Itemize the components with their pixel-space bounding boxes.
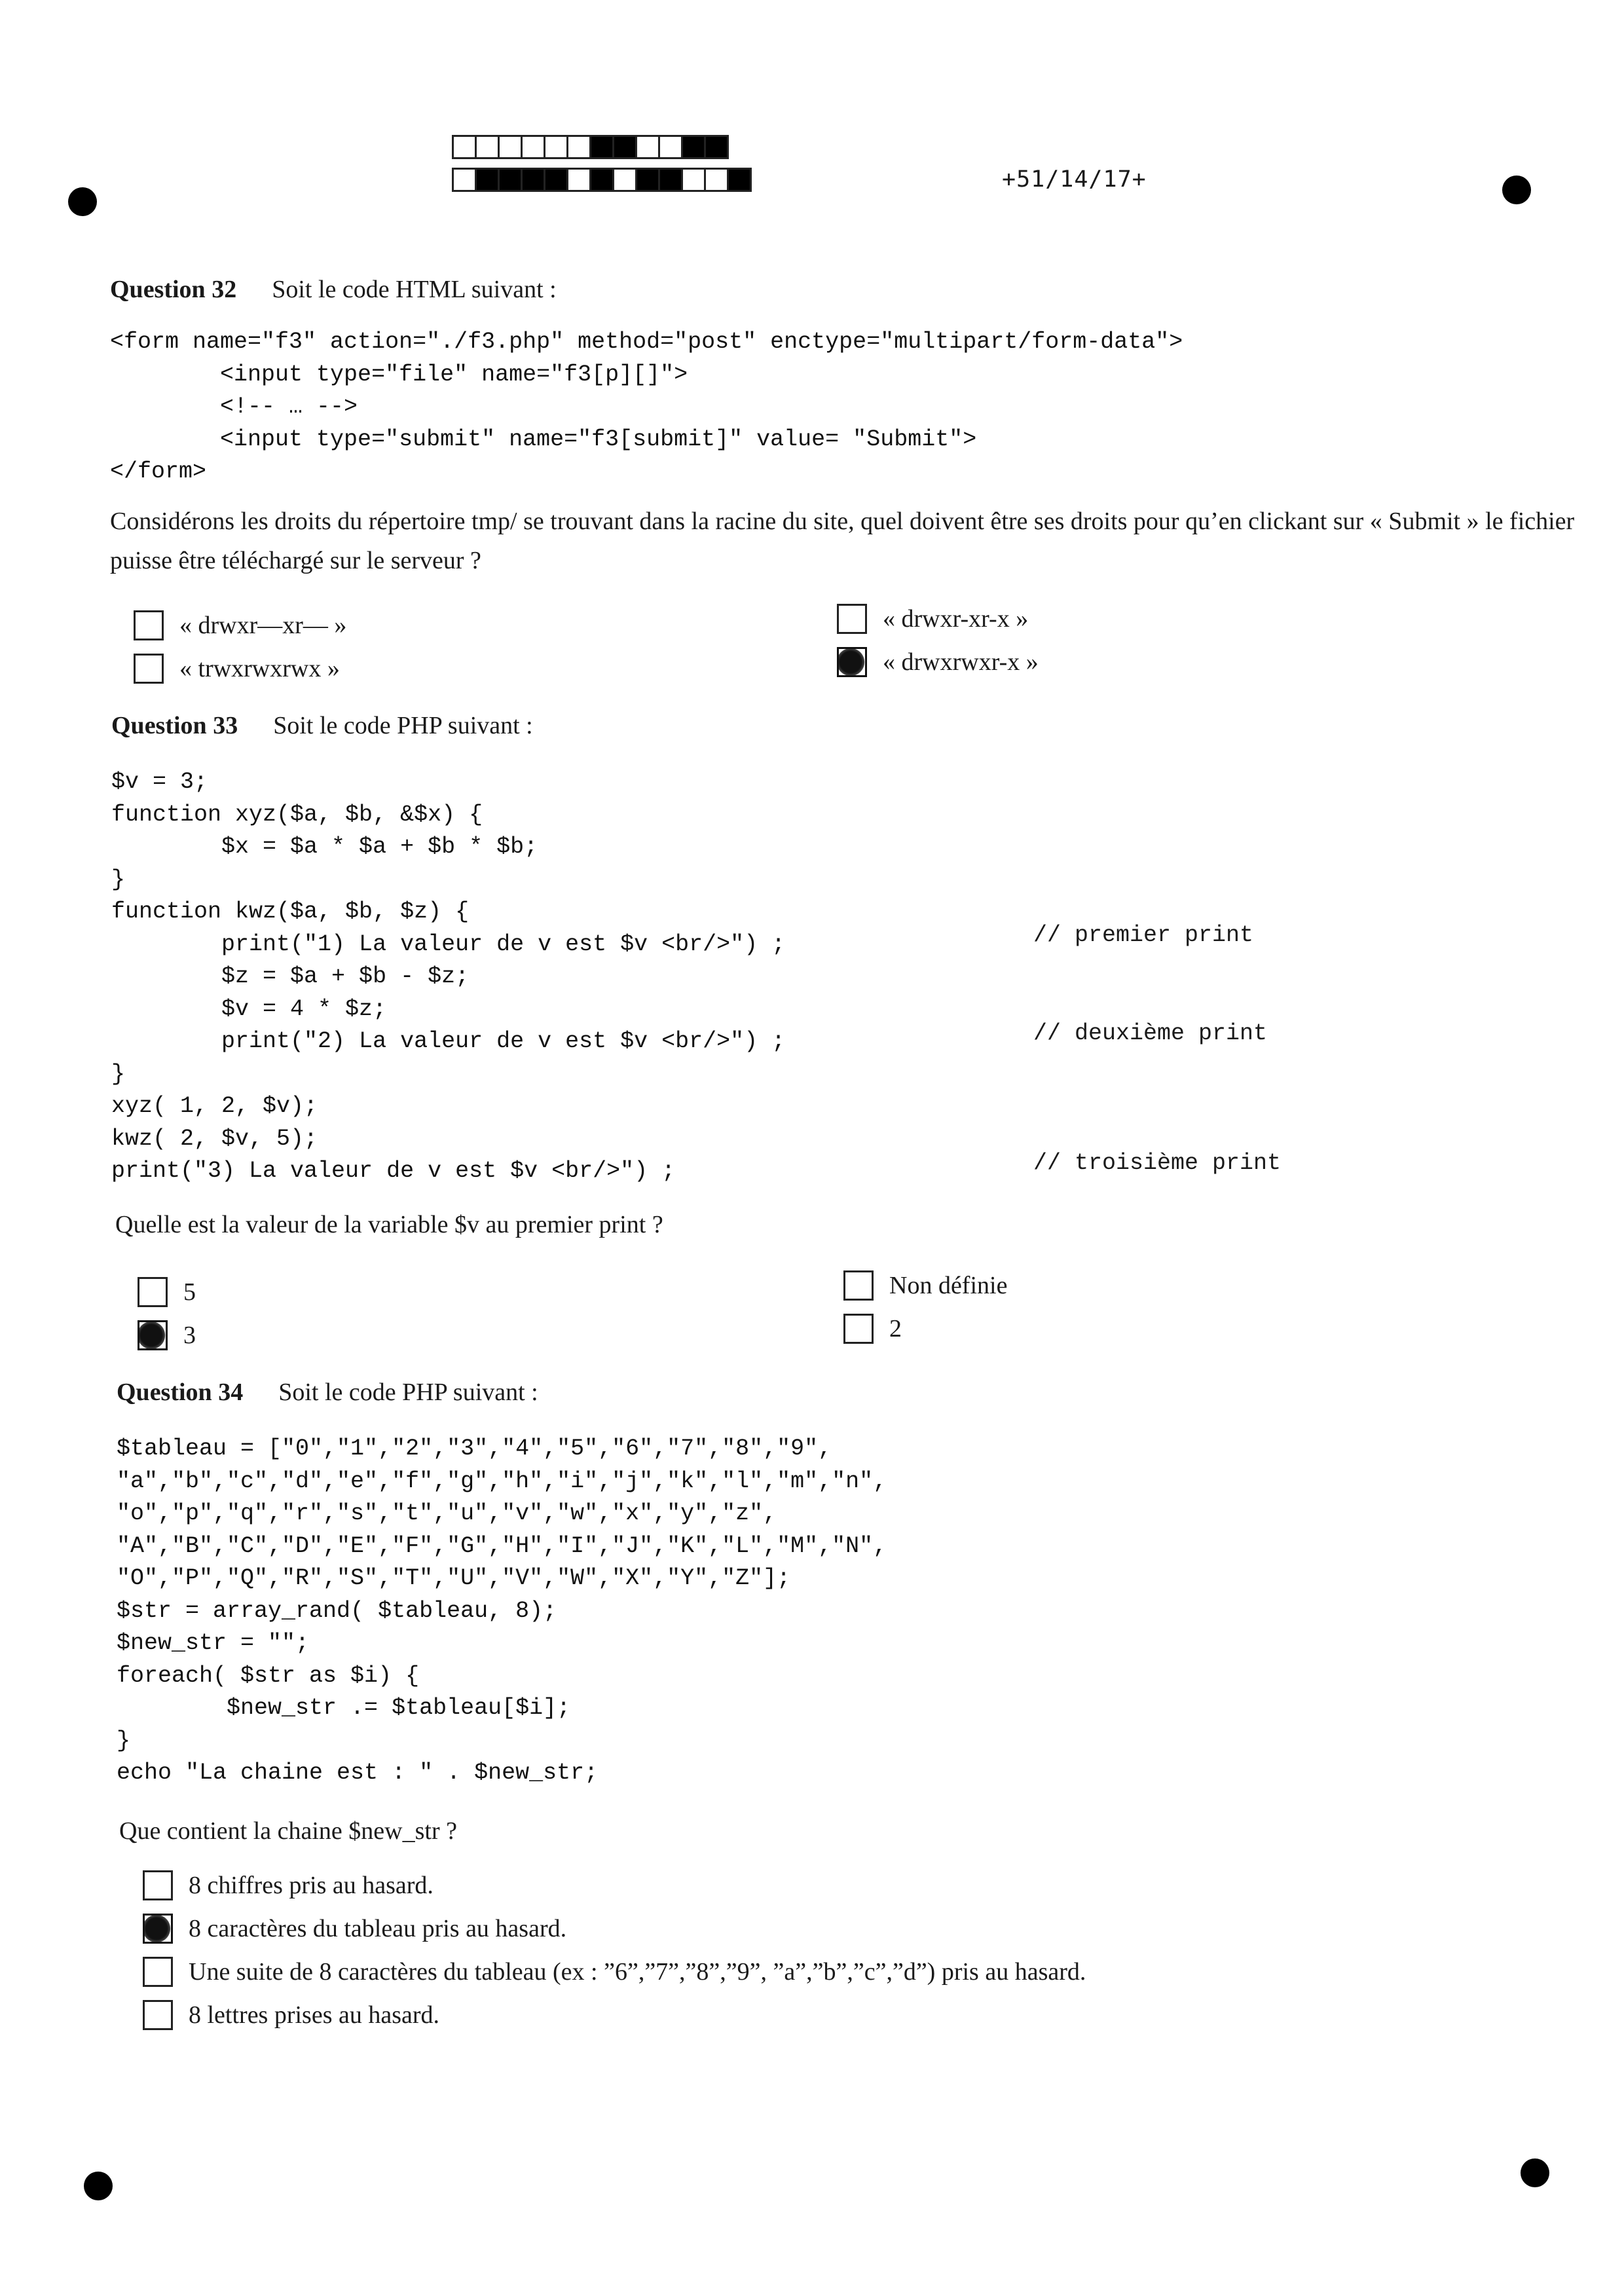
question-32-text: Considérons les droits du répertoire tmp/ se trouvant dans la racine du site, quel doivent être ses droits pour qu’en clickant sur « Submit » le fichier puisse être téléchargé sur le serveur ? (110, 508, 1575, 574)
option-label: 8 lettres prises au hasard. (189, 2001, 440, 2029)
barcode-cell (498, 135, 523, 159)
barcode-cell (452, 168, 477, 192)
q34-option-a[interactable] (143, 1870, 434, 1900)
registration-mark-top-right (1502, 176, 1531, 204)
q32-option-a[interactable] (134, 610, 346, 640)
question-32-code: <form name="f3" action="./f3.php" method="post" enctype="multipart/form-data"> <input type="file" name="f3[p][]"> <!-- … --> <input type="submit" name="f3[submit]" value= "Submit"> </form> (110, 329, 1183, 485)
barcode-row-2 (452, 168, 750, 192)
barcode-cell (704, 135, 729, 159)
barcode-cell (635, 135, 660, 159)
checkbox[interactable] (837, 647, 867, 677)
barcode-cell (727, 168, 752, 192)
q34-option-d[interactable] (143, 2000, 439, 2030)
option-label: 3 (183, 1322, 196, 1349)
barcode-cell (658, 168, 683, 192)
q33-option-b[interactable] (138, 1320, 196, 1350)
q33-option-d[interactable] (843, 1314, 902, 1344)
barcode-cell (658, 135, 683, 159)
option-label: 8 caractères du tableau pris au hasard. (189, 1915, 567, 1942)
question-33-header (111, 711, 533, 740)
checkbox[interactable] (843, 1314, 874, 1344)
q34-option-b[interactable] (143, 1914, 566, 1944)
checkbox[interactable] (837, 604, 867, 634)
barcode-cell (681, 135, 706, 159)
q33-option-c[interactable] (843, 1270, 1007, 1301)
option-label: Une suite de 8 caractères du tableau (ex : ”6”,”7”,”8”,”9”, ”a”,”b”,”c”,”d”) pris au hasard. (189, 1958, 1086, 1986)
registration-mark-bottom-right (1521, 2158, 1549, 2187)
checkbox[interactable] (138, 1320, 168, 1350)
q32-option-c[interactable] (837, 604, 1028, 634)
question-33-text: Quelle est la valeur de la variable $v au premier print ? (115, 1211, 663, 1238)
q32-option-b[interactable] (134, 654, 340, 684)
question-34-text: Que contient la chaine $new_str ? (119, 1817, 457, 1845)
barcode-cell (521, 135, 545, 159)
question-intro: Soit le code HTML suivant : (272, 276, 557, 303)
comment-deuxieme-print: // deuxième print (1033, 1020, 1268, 1046)
barcode-cell (475, 168, 500, 192)
q34-option-c[interactable] (143, 1957, 1086, 1987)
option-label: 5 (183, 1278, 196, 1306)
barcode-cell (589, 135, 614, 159)
option-label: « trwxrwxrwx » (179, 655, 340, 682)
checkbox[interactable] (134, 610, 164, 640)
question-intro: Soit le code PHP suivant : (278, 1379, 538, 1406)
barcode-cell (566, 168, 591, 192)
question-number: Question 34 (117, 1379, 244, 1406)
barcode-cell (475, 135, 500, 159)
question-intro: Soit le code PHP suivant : (273, 712, 533, 739)
question-34-header (117, 1378, 538, 1407)
q32-option-d[interactable] (837, 647, 1039, 677)
comment-premier-print: // premier print (1033, 922, 1254, 948)
barcode-cell (452, 135, 477, 159)
q33-option-a[interactable] (138, 1277, 196, 1307)
registration-mark-bottom-left (84, 2172, 113, 2200)
option-label: 8 chiffres pris au hasard. (189, 1872, 434, 1899)
comment-troisieme-print: // troisième print (1033, 1150, 1282, 1176)
barcode-cell (498, 168, 523, 192)
option-label: 2 (889, 1315, 902, 1342)
barcode-cell (612, 135, 637, 159)
barcode-cell (612, 168, 637, 192)
checkbox[interactable] (143, 1957, 173, 1987)
question-number: Question 32 (110, 276, 237, 303)
option-label: « drwxr—xr— » (179, 612, 347, 639)
checkbox[interactable] (143, 2000, 173, 2030)
option-label: « drwxr-xr-x » (883, 605, 1029, 633)
barcode-row-1 (452, 135, 727, 159)
checkbox[interactable] (138, 1277, 168, 1307)
barcode-cell (589, 168, 614, 192)
checkbox[interactable] (134, 654, 164, 684)
question-34-code: $tableau = ["0","1","2","3","4","5","6","7","8","9", "a","b","c","d","e","f","g","h","i","j","k","l","m","n", "o","p","q","r","s","t","u","v","w","x","y","z", "A","B","C","D","E","F","G","H","I","J","K","L","M","N", "O","P","Q","R","S","T","U","V","W","X","Y","Z"]; $str = array_rand( $tableau, 8); $new_str = ""; foreach( $str as $i) { $new_str .= $tableau[$i]; } echo "La chaine est : " . $new_str; (117, 1435, 887, 1786)
barcode-cell (681, 168, 706, 192)
barcode-cell (544, 168, 568, 192)
barcode-cell (635, 168, 660, 192)
barcode-cell (704, 168, 729, 192)
option-label: « drwxrwxr-x » (883, 648, 1039, 676)
question-33-code: $v = 3; function xyz($a, $b, &$x) { $x = $a * $a + $b * $b; } function kwz($a, $b, $z) { print("1) La valeur de v est $v <br/>") ; $z = $a + $b - $z; $v = 4 * $z; print("2) La valeur de v est $v <br/>") ; } xyz( 1, 2, $v); kwz( 2, $v, 5); print("3) La valeur de v est $v <br/>") ; (111, 769, 786, 1184)
checkbox[interactable] (143, 1870, 173, 1900)
question-number: Question 33 (111, 712, 238, 739)
registration-mark-top-left (68, 187, 97, 216)
option-label: Non définie (889, 1272, 1008, 1299)
barcode-cell (566, 135, 591, 159)
question-32-header (110, 275, 557, 304)
barcode-cell (544, 135, 568, 159)
checkbox[interactable] (143, 1914, 173, 1944)
checkbox[interactable] (843, 1270, 874, 1301)
barcode-cell (521, 168, 545, 192)
page-id: +51/14/17+ (1002, 166, 1147, 193)
